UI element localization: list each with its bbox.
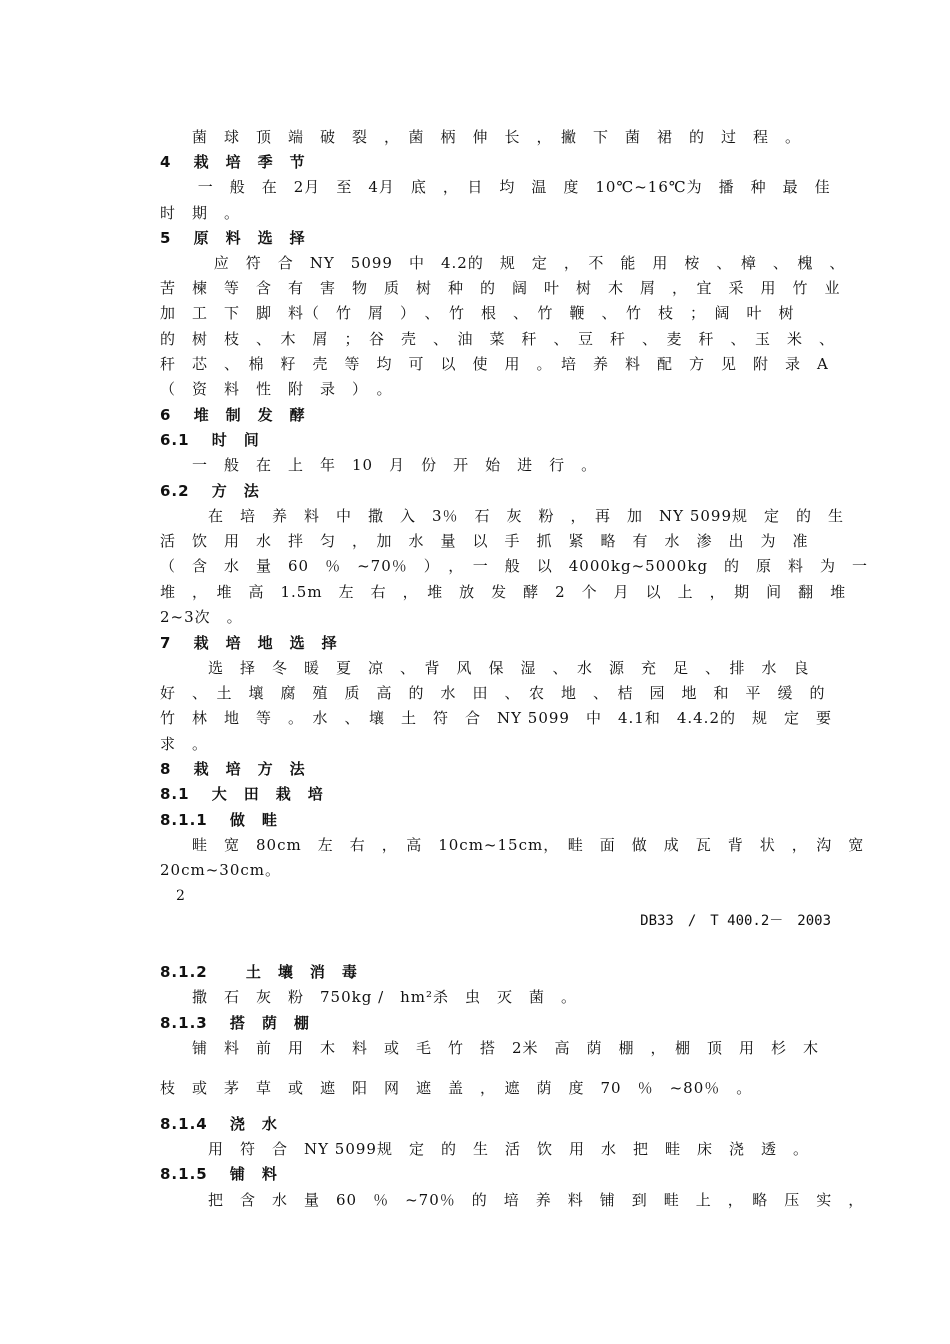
section-heading: 8 栽 培 方 法	[160, 760, 306, 778]
subsection-heading: 6.2 方 法	[160, 482, 260, 500]
text-line: 堆 ， 堆 高 1.5m 左 右 ， 堆 放 发 酵 2 个 月 以 上 ， 期 间 翻 堆	[160, 583, 847, 601]
text-line: 选 择 冬 暖 夏 凉 、 背 风 保 湿 、 水 源 充 足 、 排 水 良	[160, 659, 810, 677]
text-line: 时 期 。	[160, 204, 241, 222]
text-line: 活 饮 用 水 拌 匀 ， 加 水 量 以 手 抓 紧 略 有 水 渗 出 为 准	[160, 532, 809, 550]
text-line: 一 般 在 2月 至 4月 底 ， 日 均 温 度 10℃~16℃为 播 种 最 佳	[160, 178, 831, 196]
text-line: 畦 宽 80cm 左 右 ， 高 10cm~15cm， 畦 面 做 成 瓦 背 状 ， 沟 宽	[160, 836, 865, 854]
subsection-heading: 6.1 时 间	[160, 431, 260, 449]
text-line: （ 含 水 量 60 ％ ~70％ ） ， 一 般 以 4000kg~5000kg 的 原 料 为 一	[160, 557, 869, 575]
text-line: 菌 球 顶 端 破 裂 ， 菌 柄 伸 长 ， 撇 下 菌 裙 的 过 程 。	[160, 128, 802, 146]
text-line: 好 、 土 壤 腐 殖 质 高 的 水 田 、 农 地 、 桔 园 地 和 平 缓 的	[160, 684, 826, 702]
text-line: 苦 楝 等 含 有 害 物 质 树 种 的 阔 叶 树 木 屑 ， 宜 采 用 竹 业	[160, 279, 841, 297]
subsection-heading: 8.1.4 浇 水	[160, 1115, 278, 1133]
section-heading: 7 栽 培 地 选 择	[160, 634, 338, 652]
subsection-heading: 8.1.3 搭 荫 棚	[160, 1014, 310, 1032]
standard-code: DB33 / T 400.2－ 2003	[640, 913, 831, 929]
text-line: 加 工 下 脚 料（ 竹 屑 ） 、 竹 根 、 竹 鞭 、 竹 枝 ； 阔 叶 树	[160, 304, 795, 322]
text-line: 把 含 水 量 60 ％ ~70％ 的 培 养 料 铺 到 畦 上 ， 略 压 实 ，	[160, 1191, 865, 1209]
text-line: 20cm~30cm。	[160, 861, 281, 879]
text-line: 撒 石 灰 粉 750kg / hm²杀 虫 灭 菌 。	[160, 988, 578, 1006]
text-line: 用 符 合 NY 5099规 定 的 生 活 饮 用 水 把 畦 床 浇 透 。	[160, 1140, 809, 1158]
page-number: 2	[176, 888, 186, 904]
text-line: 求 。	[160, 735, 209, 753]
section-heading: 4 栽 培 季 节	[160, 153, 306, 171]
text-line: 的 树 枝 、 木 屑 ； 谷 壳 、 油 菜 秆 、 豆 秆 、 麦 秆 、 玉 米 、	[160, 330, 836, 348]
text-line: 竹 林 地 等 。 水 、 壤 土 符 合 NY 5099 中 4.1和 4.4.2的 规 定 要	[160, 709, 832, 727]
text-line: 秆 芯 、 棉 籽 壳 等 均 可 以 使 用 。 培 养 料 配 方 见 附 录 A	[160, 355, 829, 373]
text-line: 在 培 养 料 中 撒 入 3％ 石 灰 粉 ， 再 加 NY 5099规 定 的 生	[160, 507, 845, 525]
subsection-heading: 8.1.5 铺 料	[160, 1165, 278, 1183]
section-heading: 5 原 料 选 择	[160, 229, 306, 247]
text-line: （ 资 料 性 附 录 ） 。	[160, 380, 393, 398]
subsection-heading: 8.1.1 做 畦	[160, 811, 278, 829]
text-line: 枝 或 茅 草 或 遮 阳 网 遮 盖 ， 遮 荫 度 70 ％ ~80％ 。	[160, 1079, 753, 1097]
subsection-heading: 8.1.2 土 壤 消 毒	[160, 963, 358, 981]
text-line: 一 般 在 上 年 10 月 份 开 始 进 行 。	[160, 456, 598, 474]
section-heading: 6 堆 制 发 酵	[160, 406, 306, 424]
text-line: 铺 料 前 用 木 料 或 毛 竹 搭 2米 高 荫 棚 ， 棚 顶 用 杉 木	[160, 1039, 820, 1057]
text-line: 应 符 合 NY 5099 中 4.2的 规 定 ， 不 能 用 桉 、 樟 、 槐 、	[160, 254, 846, 272]
subsection-heading: 8.1 大 田 栽 培	[160, 785, 324, 803]
text-line: 2~3次 。	[160, 608, 243, 626]
